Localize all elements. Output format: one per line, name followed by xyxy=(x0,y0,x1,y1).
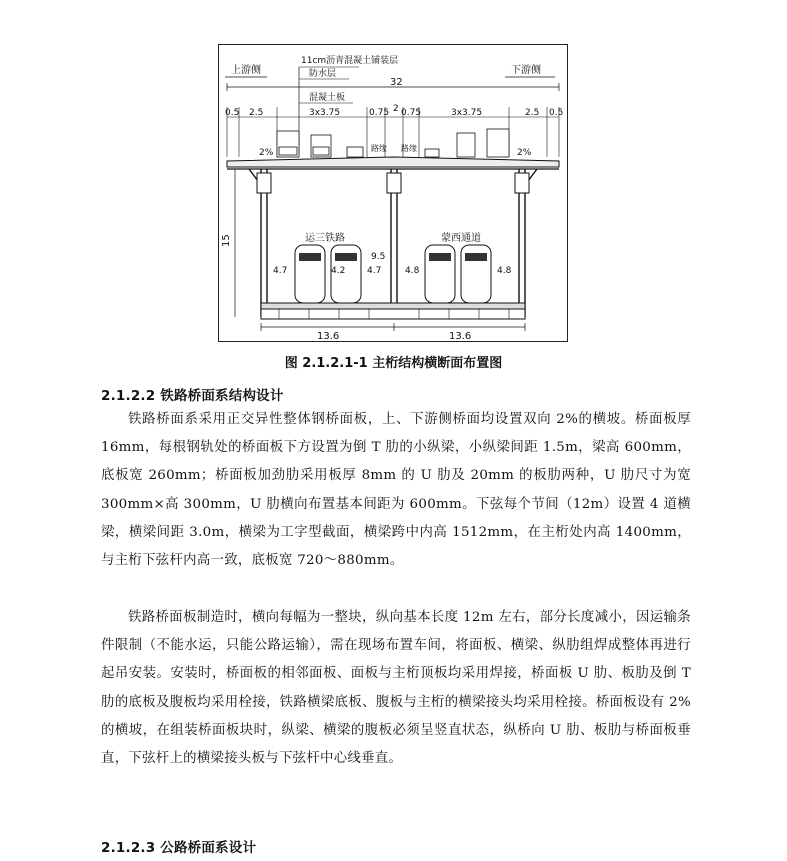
downstream-label: 下游侧 xyxy=(511,65,541,76)
dim-136-left: 13.6 xyxy=(317,331,340,342)
curb-right: 路缘 xyxy=(401,144,417,153)
dim-075-right: 0.75 xyxy=(401,108,422,118)
rail-left-label: 运三铁路 xyxy=(305,233,345,244)
dim-075-left: 0.75 xyxy=(369,108,390,118)
dim-2: 2 xyxy=(393,104,399,114)
dim-42: 4.2 xyxy=(331,266,346,276)
road-vehicles xyxy=(277,129,509,157)
rail-trains xyxy=(295,245,491,303)
paragraph-railway-1: 铁路桥面系采用正交异性整体钢桥面板，上、下游侧桥面均设置双向 2%的横坡。桥面板厚 16mm，每根钢轨处的桥面板下方设置为倒 T 肋的小纵梁，小纵梁间距 1.5m，梁高 600mm，底板宽 260mm；桥面板加劲肋采用板厚 8mm 的 U 肋及 20mm 的板肋两种，U 肋尺寸为宽 300mm×高 300mm，U 肋横向布置基本间距为 600mm。下弦每个节间（12m）设置 4 道横梁，横梁间距 3.0m，横梁为工字型截面，横梁跨中内高 1512mm，在主桁处内高 1400mm，与主桁下弦杆内高一致，底板宽 720～880mm。 xyxy=(101,412,691,569)
paragraph-railway-2: 铁路桥面板制造时，横向每幅为一整块，纵向基本长度 12m 左右，部分长度减小，因运输条件限制（不能水运，只能公路运输），需在现场布置车间，将面板、横梁、纵肋组焊成整体再进行起吊安装。安装时，桥面板的相邻面板、面板与主桁顶板均采用焊接，桥面板 U 肋、板肋及倒 T 肋的底板及腹板均采用栓接，铁路横梁底板、腹板与主桁的横梁接头均采用栓接。桥面板设有 2%的横坡，在组装桥面板块时，纵梁、横梁的腹板必须呈竖直状态，纵桥向 U 肋、板肋与桥面板垂直，下弦杆上的横梁接头板与下弦杆中心线垂直。 xyxy=(101,610,691,767)
asphalt-label: 11cm沥青混凝土铺装层 xyxy=(301,56,399,66)
dim-25-left: 2.5 xyxy=(249,108,264,118)
section-heading-highway: 2.1.2.3 公路桥面系设计 xyxy=(101,840,257,856)
section-heading-railway: 2.1.2.2 铁路桥面系结构设计 xyxy=(101,388,284,404)
dim-47-a: 4.7 xyxy=(273,266,288,276)
curb-left: 路缘 xyxy=(371,144,387,153)
cross-section-figure xyxy=(218,44,568,342)
rail-right-label: 蒙西通道 xyxy=(441,233,481,244)
dim-lanes-left: 3x3.75 xyxy=(309,108,341,118)
dim-lanes-right: 3x3.75 xyxy=(451,108,483,118)
dim-47-b: 4.7 xyxy=(367,266,382,276)
dim-48-a: 4.8 xyxy=(405,266,420,276)
height-dim: 15 xyxy=(221,234,232,247)
dim-05-left: 0.5 xyxy=(225,108,240,118)
waterproof-label: 防水层 xyxy=(309,69,337,79)
slope-left: 2% xyxy=(259,148,274,158)
concrete-label: 混凝土板 xyxy=(309,93,346,103)
dim-05-right: 0.5 xyxy=(549,108,564,118)
dim-48-b: 4.8 xyxy=(497,266,512,276)
upstream-label: 上游侧 xyxy=(231,65,261,76)
dim-95: 9.5 xyxy=(371,252,386,262)
total-width-dim: 32 xyxy=(390,77,403,88)
dim-136-right: 13.6 xyxy=(449,331,472,342)
figure-caption: 图 2.1.2.1-1 主桁结构横断面布置图 xyxy=(284,356,503,371)
dim-25-right: 2.5 xyxy=(525,108,540,118)
slope-right: 2% xyxy=(517,148,532,158)
cross-section-drawing xyxy=(219,45,569,343)
